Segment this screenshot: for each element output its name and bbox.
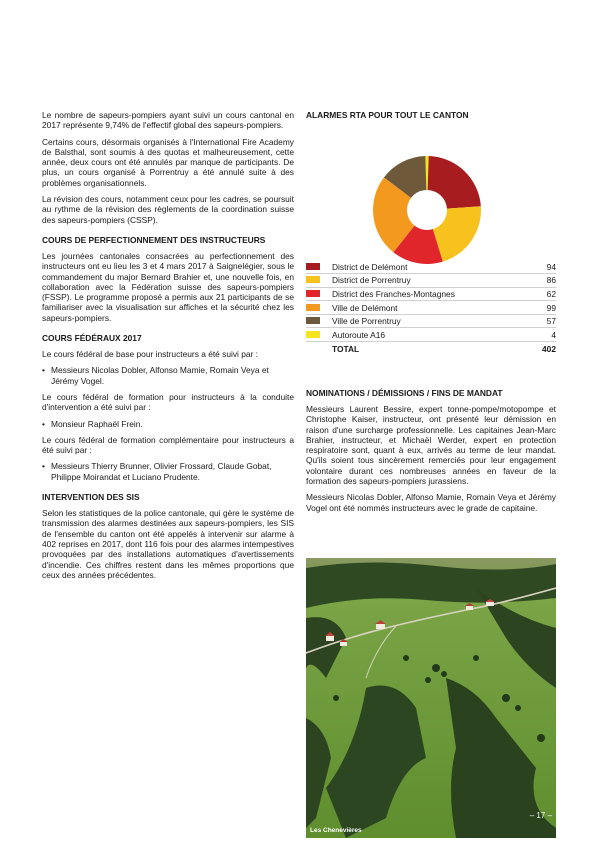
fed-paragraph-2: Le cours fédéral de formation pour instructeurs à la conduite d'intervention a été suivi par :: [42, 391, 294, 413]
sis-heading: INTERVENTION DES SIS: [42, 492, 140, 503]
legend-value: 94: [516, 260, 556, 274]
legend-value: 57: [516, 314, 556, 328]
page-number: – 17 –: [529, 811, 552, 820]
perf-paragraph: Les journées cantonales consacrées au perfectionnement des instructeurs ont eu lieu les 3 et 4 mars 2017 à Saignelégier, sous le commandement du major Bernard Brahier et, une nouvelle fois, en collaboration avec la Fédération suisse des sapeurs-pompiers (FSSP). Le programme proposé a permis aux 21 participants de se familiariser avec la visualisation sur affiches et la sécurité chez les sapeurs-pompiers.: [42, 250, 294, 323]
fed-paragraph-3: Le cours fédéral de formation complémentaire pour instructeurs a été suivi par :: [42, 434, 294, 456]
legend-swatch-cell: [306, 328, 332, 342]
legend-label: Ville de Porrentruy: [332, 314, 516, 328]
legend-swatch-cell: [306, 314, 332, 328]
legend-row: [306, 314, 556, 328]
donut-chart: [306, 128, 556, 278]
legend-label: Autoroute A16: [332, 328, 516, 342]
chart-legend-table: [306, 260, 556, 355]
fed-list-3: [42, 461, 294, 482]
aerial-landscape-image: [306, 558, 556, 838]
chart-section: [306, 110, 556, 278]
perf-heading: COURS DE PERFECTIONNEMENT DES INSTRUCTEURS: [42, 234, 266, 245]
fed-list-2: [42, 419, 294, 429]
list-item: • Messieurs Thierry Brunner, Olivier Frossard, Claude Gobat, Philippe Moirandat et Luciano Prudente.: [42, 461, 294, 482]
legend-swatch: [306, 290, 320, 297]
legend-value: 4: [516, 328, 556, 342]
intro-paragraph-2: Certains cours, désormais organisés à l'International Fire Academy de Balsthal, sont soumis à des quotas et malheureusement, cette année, deux cours ont été annulés par manque de participants. De plus, un cours organisé à Porrentruy a été annulé suite à des problèmes organisationnels.: [42, 136, 294, 188]
donut-svg: [306, 128, 556, 278]
fed-heading: COURS FÉDÉRAUX 2017: [42, 333, 142, 344]
aerial-photo: [306, 558, 556, 838]
legend-swatch-cell: [306, 342, 332, 356]
legend-swatch-cell: [306, 260, 332, 274]
legend-label: District de Porrentruy: [332, 274, 516, 288]
legend-swatch: [306, 276, 320, 283]
legend-row: [306, 287, 556, 301]
legend-label: District des Franches-Montagnes: [332, 287, 516, 301]
legend-row: [306, 301, 556, 315]
fed-paragraph-1: Le cours fédéral de base pour instructeurs a été suivi par :: [42, 349, 259, 360]
pie-slice-0: [428, 156, 481, 209]
legend-row: [306, 260, 556, 274]
nominations-paragraph-1: Messieurs Laurent Bessire, expert tonne-pompe/motopompe et Christophe Kaiser, instructeur, ont présenté leur démission en raison d'une surcharge professionnelle. Les capitaines Jean-Marc Brahier, instructeur, et Michaël Werder, expert en protection respiratoire sont, quant à eux, arrivés au terme de leur mandat. Qu'ils soient tous sincèrement remerciés pour leur engagement volontaire durant ces nombreuses années en faveur de la formation des sapeurs-pompiers jurassiens.: [306, 404, 556, 487]
legend-swatch-cell: [306, 301, 332, 315]
legend-total-value: 402: [542, 343, 556, 354]
nominations-paragraph-2: Messieurs Nicolas Dobler, Alfonso Mamie, Romain Veya et Jérémy Vogel ont été nommés instructeurs avec le grade de capitaine.: [306, 492, 556, 513]
legend-total-row: [306, 342, 556, 356]
intro-paragraph-1: Le nombre de sapeurs-pompiers ayant suivi un cours cantonal en 2017 représente 9,74% de l'effectif global des sapeurs-pompiers.: [42, 110, 294, 131]
legend-swatch: [306, 263, 320, 270]
legend-total-label: TOTAL: [332, 343, 360, 354]
legend-value: 86: [516, 274, 556, 288]
legend-swatch-cell: [306, 274, 332, 288]
left-column: [42, 110, 294, 586]
legend-swatch: [306, 331, 320, 338]
legend-row: [306, 328, 556, 342]
intro-paragraph-3: La révision des cours, notamment ceux pour les cadres, se poursuit au rythme de la révision des règlements de la coordination suisse des sapeurs-pompiers (CSSP).: [42, 194, 294, 225]
legend-value: 62: [516, 287, 556, 301]
legend-label: District de Delémont: [332, 260, 516, 274]
photo-caption: Les Chenevières: [310, 827, 362, 834]
fed-list-1: [42, 365, 294, 386]
legend-row: [306, 274, 556, 288]
legend-label: Ville de Delémont: [332, 301, 516, 315]
list-item: • Messieurs Nicolas Dobler, Alfonso Mamie, Romain Veya et Jérémy Vogel.: [42, 365, 294, 386]
nominations-heading: NOMINATIONS / DÉMISSIONS / FINS DE MANDAT: [306, 388, 503, 398]
legend-swatch: [306, 317, 320, 324]
legend-swatch-cell: [306, 287, 332, 301]
nominations-section: [306, 388, 556, 519]
chart-title: ALARMES RTA POUR TOUT LE CANTON: [306, 110, 469, 120]
legend-swatch: [306, 304, 320, 311]
legend-value: 99: [516, 301, 556, 315]
list-item: • Monsieur Raphaël Frein.: [42, 419, 294, 429]
sis-paragraph: Selon les statistiques de la police cantonale, qui gère le système de transmission des alarmes destinées aux sapeurs-pompiers, les SIS de l'ensemble du canton ont été appelés à intervenir sur alarme à 402 reprises en 2017, dont 116 fois pour des alarmes intempestives provoquées par des installations automatiques d'avertissements d'incendie. Ces chiffres restent dans les mêmes proportions que ceux des années précédentes.: [42, 508, 294, 580]
